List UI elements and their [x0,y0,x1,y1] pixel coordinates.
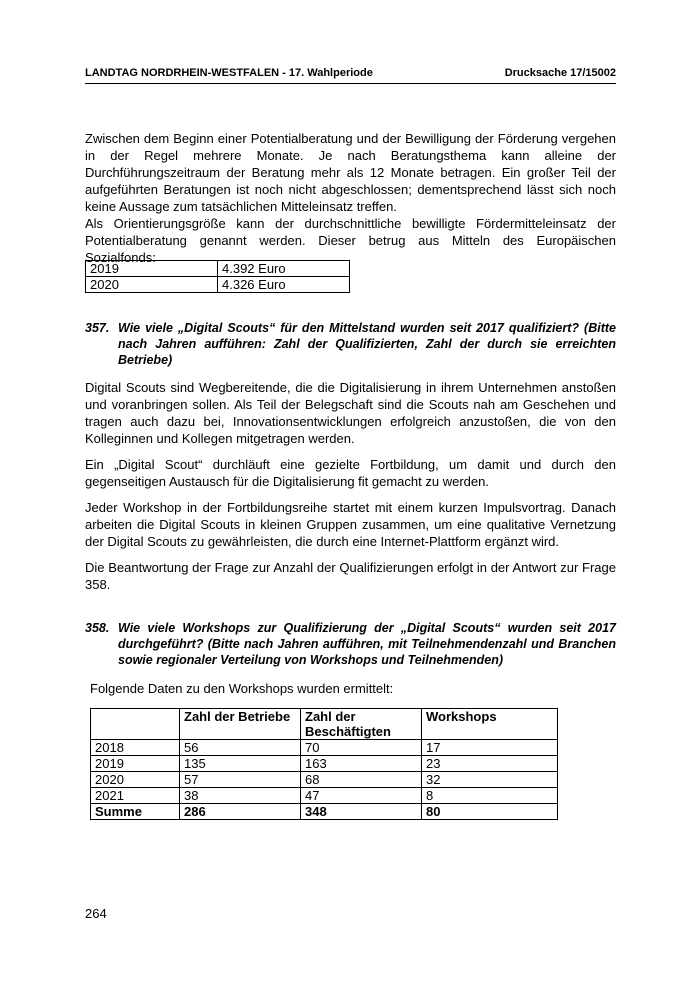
table-row [86,261,350,277]
table-row [91,756,558,772]
table-cell: Summe [91,804,180,820]
table-row [91,740,558,756]
table-cell: 4.392 Euro [218,261,350,277]
table-cell: 17 [422,740,558,756]
paragraph-digital-scouts: Digital Scouts sind Wegbereitende, die die Digitalisierung in ihrem Unternehmen anstoßen und voranbringen sollen. Als Teil der Belegschaft sind die Scouts nah am Geschehen und tragen auch dazu bei, Innovationsentwicklungen erfolgreich anzustoßen, die von den Kolleginnen und Kollegen mitgetragen werden. [85,380,616,446]
table-cell: 163 [301,756,422,772]
table-cell: 68 [301,772,422,788]
table-cell: 57 [180,772,301,788]
question-357 [85,320,616,368]
table-cell: 2020 [91,772,180,788]
page-number: 264 [85,906,107,921]
table-cell: 2020 [86,277,218,293]
table-cell: 2019 [91,756,180,772]
table-cell: 2021 [91,788,180,804]
workshop-table [90,708,558,820]
table-cell: 56 [180,740,301,756]
table-header-cell [91,709,180,740]
header-document-number: Drucksache 17/15002 [504,67,616,79]
header-title: LANDTAG NORDRHEIN-WESTFALEN - 17. Wahlperiode [85,67,373,79]
table-header-cell: Zahl der Betriebe [180,709,301,740]
table-cell: 286 [180,804,301,820]
table-cell: 348 [301,804,422,820]
table-header-cell: Workshops [422,709,558,740]
table-row [86,277,350,293]
table-header-row [91,709,558,740]
question-number: 358. [85,621,110,635]
page-header [85,66,616,84]
paragraph-beantwortung: Die Beantwortung der Frage zur Anzahl der Qualifizierungen erfolgt in der Antwort zur Frage 358. [85,560,616,592]
question-text: Wie viele Workshops zur Qualifizierung der „Digital Scouts“ wurden seit 2017 durchgeführt? (Bitte nach Jahren aufführen, mit Teilnehmendenzahl und Branchen sowie regionaler Verteilung von Workshops und Teilnehmenden) [118,621,616,667]
question-358 [85,620,616,668]
table-cell: 80 [422,804,558,820]
table-cell: 70 [301,740,422,756]
table-cell: 23 [422,756,558,772]
table-cell: 38 [180,788,301,804]
table-cell: 32 [422,772,558,788]
question-number: 357. [85,321,110,335]
paragraph-fortbildung: Ein „Digital Scout“ durchläuft eine gezielte Fortbildung, um damit und durch den gegenseitigen Austausch für die Digitalisierung fit gemacht zu werden. [85,457,616,489]
paragraph-beratung: Zwischen dem Beginn einer Potentialberatung und der Bewilligung der Förderung vergehen in der Regel mehrere Monate. Je nach Beratungsthema kann alleine der Durchführungszeitraum der Beratung mehr als 12 Monate betragen. Ein großer Teil der aufgeführten Beratungen ist noch nicht abgeschlossen; dementsprechend lässt sich noch keine Aussage zum tatsächlichen Mitteleinsatz treffen. [85,131,616,214]
funding-table [85,260,350,293]
question-text: Wie viele „Digital Scouts“ für den Mittelstand wurden seit 2017 qualifiziert? (Bitte nach Jahren aufführen: Zahl der Qualifizierten, Zahl der durch sie erreichten Betriebe) [118,321,616,367]
table-header-cell: Zahl der Beschäftigten [301,709,422,740]
table-cell: 4.326 Euro [218,277,350,293]
table-sum-row [91,804,558,820]
table-cell: 8 [422,788,558,804]
paragraph-workshop: Jeder Workshop in der Fortbildungsreihe startet mit einem kurzen Impulsvortrag. Danach arbeiten die Digital Scouts in kleinen Gruppen zusammen, um eine qualitative Vernetzung der Digital Scouts zu gewährleisten, die durch eine Internet-Plattform ergänzt wird. [85,500,616,549]
table-cell: 47 [301,788,422,804]
table-cell: 135 [180,756,301,772]
table-row [91,788,558,804]
table-row [91,772,558,788]
table-cell: 2018 [91,740,180,756]
paragraph-orientierung: Als Orientierungsgröße kann der durchschnittliche bewilligte Fördermitteleinsatz der Potentialberatung genannt werden. Dieser betrug aus Mitteln des Europäischen Sozialfonds: [85,216,616,265]
paragraph-folgende-daten: Folgende Daten zu den Workshops wurden ermittelt: [90,681,394,696]
table-cell: 2019 [86,261,218,277]
